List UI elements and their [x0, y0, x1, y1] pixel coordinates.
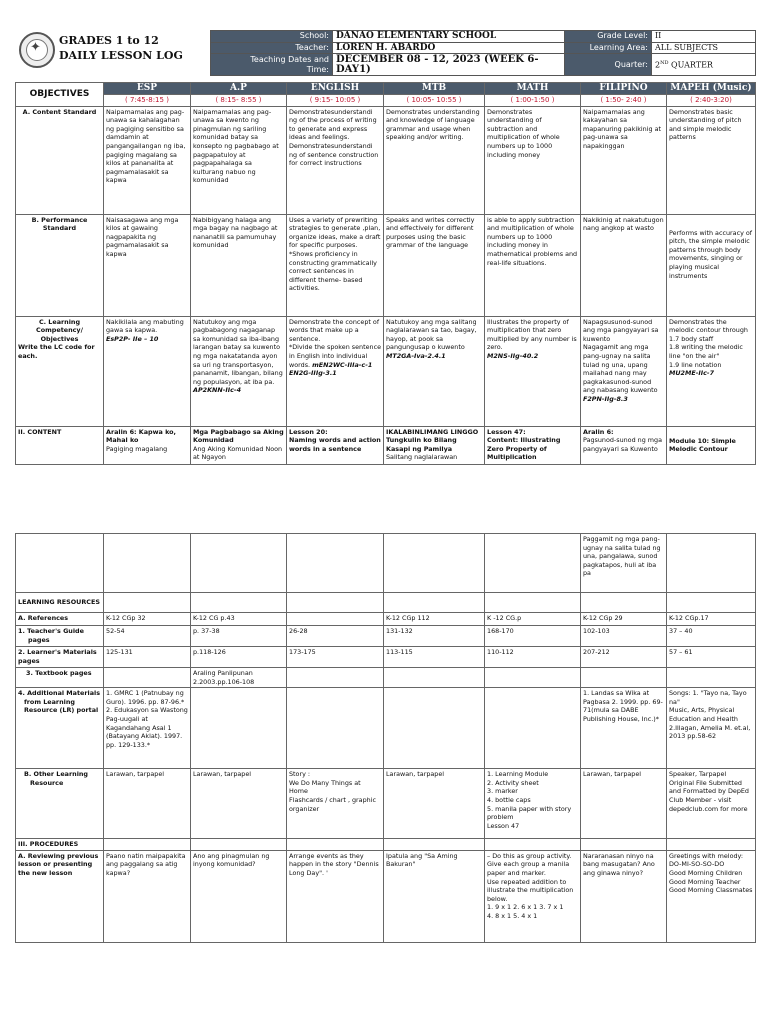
review-ap: Ano ang pinagmulan ng inyong komunidad?	[191, 850, 287, 942]
content-cont-math	[485, 534, 581, 593]
lm-ap: p.118-126	[191, 647, 287, 668]
time-mtb: ( 10:05- 10:55 )	[384, 95, 485, 107]
learning-competency-row	[16, 316, 756, 426]
subject-mtb: MTB	[384, 83, 485, 95]
header	[15, 30, 755, 76]
am-filipino: 1. Landas sa Wika at Pagbasa 2. 1999. pp. 69-71(mula sa DABE Publishing House, Inc.)*	[581, 688, 667, 769]
subject-mapeh: MAPEH (Music)	[667, 83, 756, 95]
ol-mapeh: Speaker, Tarpapel Original File Submitted and Formatted by DepEd Club Member - visit depedclub.com for more	[667, 769, 756, 839]
review-filipino: Nararanasan ninyo na bang masugatan? Ano ang ginawa ninyo?	[581, 850, 667, 942]
content-standard-mapeh: Demonstrates basic understanding of pitch and simple melodic patterns	[667, 106, 756, 214]
learning-resources-label: LEARNING RESOURCES	[16, 593, 104, 613]
tb-mapeh	[667, 668, 756, 688]
references-ap: K-12 CG p.43	[191, 613, 287, 626]
am-esp: 1. GMRC 1 (Patnubay ng Guro). 1996. pp. 87-96.* 2. Edukasyon sa Wastong Pag-uugali at Kagandahang Asal 1 (Batayang Aklat). 1997. pp. 129-133.*	[104, 688, 191, 769]
teaching-dates-label-line1: Teaching Dates and	[250, 54, 329, 64]
teaching-dates-label-line2: Time:	[306, 64, 329, 74]
content-mtb-topic: Salitang naglalarawan	[386, 453, 458, 462]
competency-ap-text: Natutukoy ang mga pagbabagong nagaganap sa komunidad sa iba-ibang larangan batay sa kuwento ng mga nakatatanda ayon sa uri ng transportasyon, pananamit, libangan, bilang ng populasyon, at iba pa.	[193, 317, 283, 386]
competency-english-text: Demonstrate the concept of words that make up a sentence. *Divide the spoken sentence in English into individual words.	[289, 317, 382, 369]
additional-materials-label-line2: from Learning	[24, 697, 75, 706]
procedures-label: III. PROCEDURES	[16, 839, 104, 851]
am-english	[287, 688, 384, 769]
references-filipino: K-12 CGp 29	[581, 613, 667, 626]
content-cont-esp	[104, 534, 191, 593]
competency-ap	[191, 316, 287, 426]
competency-filipino-code: F2PN-IIg-8.3	[583, 394, 628, 403]
time-english: ( 9:15- 10:05 )	[287, 95, 384, 107]
subject-english: ENGLISH	[287, 83, 384, 95]
title-grades: GRADES 1 to 12	[59, 34, 159, 47]
review-math: – Do this as group activity. Give each group a manila paper and marker. Use repeated addition to illustrate the multiplication below. 1. 9 x 1 2. 6 x 1 3. 7 x 1 4. 8 x 1 5. 4 x 1	[485, 850, 581, 942]
learning-competency-label	[16, 316, 104, 426]
performance-standard-mapeh: Performs with accuracy of pitch, the simple melodic patterns through body movements, singing or playing musical instruments	[667, 214, 756, 316]
learning-competency-label-line2: Competency/	[36, 326, 83, 335]
learning-area-value: ALL SUBJECTS	[652, 42, 756, 54]
content-mtb-title: IKALABINLIMANG LINGGO Tungkulin ko Bilang Kasapi ng Pamilya	[386, 427, 479, 453]
school-label: School:	[211, 31, 333, 43]
tb-math	[485, 668, 581, 688]
content-filipino	[581, 426, 667, 464]
ol-esp: Larawan, tarpapel	[104, 769, 191, 839]
teacher-value: LOREN H. ABARDO	[333, 42, 565, 54]
teachers-guide-label	[16, 626, 104, 647]
lm-esp: 125-131	[104, 647, 191, 668]
content-mtb	[384, 426, 485, 464]
performance-standard-english: Uses a variety of prewriting strategies to generate ,plan, organize ideas, make a draft for specific purposes. *Shows proficiency in constructing grammatically correct sentences in different theme- based activities.	[287, 214, 384, 316]
time-mapeh: ( 2:40-3:20)	[667, 95, 756, 107]
am-mtb	[384, 688, 485, 769]
competency-esp-text: Nakikilala ang mabuting gawa sa kapwa.	[106, 317, 184, 335]
performance-standard-mtb: Speaks and writes correctly and effectively for different purposes using the basic grammar of the language	[384, 214, 485, 316]
additional-materials-row	[16, 688, 756, 769]
learning-competency-label-line3: Objectives	[40, 334, 79, 343]
content-cont-mtb	[384, 534, 485, 593]
title-daily-lesson-log: DAILY LESSON LOG	[59, 49, 183, 62]
content-standard-ap: Naipamamalas ang pag-unawa sa kwento ng pinagmulan ng sariling komunidad batay sa konsepto ng pagbabago at pagpapatuloy at pagpapahalaga sa kulturang nabuo ng komunidad	[191, 106, 287, 214]
additional-materials-label-line3: Resource (LR) portal	[24, 706, 99, 715]
lm-english: 173-175	[287, 647, 384, 668]
other-learning-label-line2: Resource	[30, 778, 64, 787]
competency-math-text: Illustrates the property of multiplication that zero multiplied by any number is zero.	[487, 317, 577, 352]
tg-filipino: 102-103	[581, 626, 667, 647]
review-esp: Paano natin maipapakita ang paggalang sa atig kapwa?	[104, 850, 191, 942]
teachers-guide-label-line1: 1. Teacher's Guide	[18, 627, 84, 635]
tg-mtb: 131-132	[384, 626, 485, 647]
time-filipino: ( 1:50- 2:40 )	[581, 95, 667, 107]
references-label: A. References	[16, 613, 104, 626]
reviewing-lesson-label-line2: lesson or presenting	[18, 860, 93, 869]
tg-esp: 52-54	[104, 626, 191, 647]
objectives-header: OBJECTIVES	[16, 83, 104, 107]
tb-mtb	[384, 668, 485, 688]
content-esp-title: Aralin 6: Kapwa ko, Mahal ko	[106, 427, 176, 445]
review-mapeh: Greetings with melody: DO-MI-SO-SO-DO Good Morning Children Good Morning Teacher Good Morning Classmates	[667, 850, 756, 942]
competency-mtb	[384, 316, 485, 426]
quarter-suffix: ND	[660, 60, 669, 67]
additional-materials-label	[16, 688, 104, 769]
tb-esp	[104, 668, 191, 688]
tg-mapeh: 37 – 40	[667, 626, 756, 647]
reviewing-lesson-label-line1: A. Reviewing previous	[18, 851, 99, 860]
lesson-table-part1	[15, 82, 756, 465]
other-learning-label	[16, 769, 104, 839]
competency-math	[485, 316, 581, 426]
references-mtb: K-12 CGp 112	[384, 613, 485, 626]
content-standard-esp: Naipamamalas ang pag-unawa sa kahalagahan ng pagiging sensitibo sa damdamin at pangangailangan ng iba, pagiging magalang sa kilos at pananalita at pagmamalasakit sa kapwa	[104, 106, 191, 214]
tg-ap: p. 37-38	[191, 626, 287, 647]
learners-materials-label-line1: 2. Learner's Materials	[18, 648, 97, 656]
tb-ap: Araling Panlipunan 2.2003.pp.106-108	[191, 668, 287, 688]
subject-ap: A.P	[191, 83, 287, 95]
performance-standard-label-line1: B. Performance	[31, 215, 88, 224]
competency-mapeh	[667, 316, 756, 426]
am-math	[485, 688, 581, 769]
other-learning-label-line1: B. Other Learning	[24, 770, 89, 779]
competency-english	[287, 316, 384, 426]
competency-esp	[104, 316, 191, 426]
reviewing-lesson-label-line3: the new lesson	[18, 868, 73, 877]
content-cont-filipino: Paggamit ng mga pang-ugnay na salita tulad ng una, pangalawa, sunod pagkatapos, huli at iba pa	[581, 534, 667, 593]
time-ap: ( 8:15- 8:55 )	[191, 95, 287, 107]
performance-standard-row	[16, 214, 756, 316]
tb-filipino	[581, 668, 667, 688]
textbook-pages-row	[16, 668, 756, 688]
teaching-dates-label	[211, 54, 333, 76]
competency-mapeh-code: MU2ME-IIc-7	[669, 369, 715, 378]
ol-ap: Larawan, tarpapel	[191, 769, 287, 839]
grade-level-label: Grade Level:	[565, 31, 652, 43]
learners-materials-row	[16, 647, 756, 668]
content-cont-english	[287, 534, 384, 593]
textbook-pages-label: 3. Textbook pages	[16, 668, 104, 688]
references-row	[16, 613, 756, 626]
content-ap-topic: Ang Aking Komunidad Noon at Ngayon	[193, 444, 283, 462]
content-math-title: Lesson 47: Content: Illustrating Zero Property of Multiplication	[487, 427, 561, 462]
content-continued-row	[16, 534, 756, 593]
content-ap	[191, 426, 287, 464]
content-esp	[104, 426, 191, 464]
content-filipino-topic: Pagsunod-sunod ng mga pangyayari sa Kuwento	[583, 436, 663, 453]
lm-math: 110-112	[485, 647, 581, 668]
ol-mtb: Larawan, tarpapel	[384, 769, 485, 839]
learners-materials-label	[16, 647, 104, 668]
competency-mtb-text: Natutukoy ang mga salitang naglalarawan sa tao, bagay, hayop, at pook sa pangungusap o kuwento	[386, 317, 477, 352]
content-cont-mapeh	[667, 534, 756, 593]
performance-standard-filipino: Nakikinig at nakatutugon nang angkop at wasto	[581, 214, 667, 316]
performance-standard-label	[16, 214, 104, 316]
content-ap-title: Mga Pagbabago sa Aking Komunidad	[193, 427, 284, 445]
performance-standard-ap: Nabibigyang halaga ang mga bagay na nagbago at nananatili sa pamumuhay komunidad	[191, 214, 287, 316]
quarter-number: 2	[655, 60, 661, 70]
learners-materials-label-line2: pages	[18, 656, 40, 665]
am-mapeh: Songs: 1. "Tayo na, Tayo na" Music, Arts, Physical Education and Health 2.Illagan, Amelia M. et.al, 2013 pp.58-62	[667, 688, 756, 769]
content-english	[287, 426, 384, 464]
teachers-guide-row	[16, 626, 756, 647]
lm-filipino: 207-212	[581, 647, 667, 668]
content-row	[16, 426, 756, 464]
am-ap	[191, 688, 287, 769]
content-cont-label	[16, 534, 104, 593]
competency-math-code: M2NS-IIg-40.2	[487, 351, 539, 360]
procedures-row	[16, 839, 756, 851]
tg-math: 168-170	[485, 626, 581, 647]
content-standard-english: Demonstratesunderstandi ng of the process of writing to generate and express ideas and feelings. Demonstratesunderstandi ng of sentence construction for correct instructions	[287, 106, 384, 214]
learning-competency-label-line4: Write the LC code for each.	[18, 343, 95, 360]
content-standard-filipino: Naipamamalas ang kakayahan sa mapanuring pakikinig at pag-unawa sa napakinggan	[581, 106, 667, 214]
competency-filipino-text: Napagsusunod-sunod ang mga pangyayari sa kuwento Nagagamit ang mga pang-ugnay na salita tulad ng una, upang mailahad nang may pagkakasunod-sunod ang nabasang kuwento	[583, 317, 659, 395]
content-mapeh	[667, 426, 756, 464]
competency-filipino	[581, 316, 667, 426]
content-math	[485, 426, 581, 464]
reviewing-lesson-row	[16, 850, 756, 942]
quarter-label: Quarter:	[565, 54, 652, 76]
subject-esp: ESP	[104, 83, 191, 95]
learning-area-label: Learning Area:	[565, 42, 652, 54]
references-math: K -12 CG.p	[485, 613, 581, 626]
review-mtb: Ipatula ang "Sa Aming Bakuran"	[384, 850, 485, 942]
reviewing-lesson-label	[16, 850, 104, 942]
quarter-word: QUARTER	[671, 60, 713, 70]
competency-mtb-code: MT2GA-Iva-2.4.1	[386, 351, 446, 360]
grade-level-value: II	[652, 31, 756, 43]
references-mapeh: K-12 CGp.17	[667, 613, 756, 626]
performance-standard-math: is able to apply subtraction and multiplication of whole numbers up to 1000 including money in mathematical problems and real-life situations.	[485, 214, 581, 316]
teaching-dates-value: DECEMBER 08 - 12, 2023 (WEEK 6-DAY1)	[333, 54, 565, 76]
references-esp: K-12 CGp 32	[104, 613, 191, 626]
content-label: II. CONTENT	[16, 426, 104, 464]
content-english-title: Lesson 20: Naming words and action words in a sentence	[289, 427, 381, 453]
ol-english: Story : We Do Many Things at Home Flashcards / chart , graphic organizer	[287, 769, 384, 839]
other-learning-row	[16, 769, 756, 839]
quarter-value	[652, 54, 756, 76]
competency-esp-code: EsP2P- IIe – 10	[106, 334, 159, 343]
content-standard-row	[16, 106, 756, 214]
content-standard-label: A. Content Standard	[16, 106, 104, 214]
learning-competency-label-line1: C. Learning	[38, 317, 81, 326]
performance-standard-label-line2: Standard	[42, 224, 77, 233]
ol-filipino: Larawan, tarpapel	[581, 769, 667, 839]
lesson-table-part2	[15, 533, 756, 943]
teachers-guide-label-line2: pages	[28, 635, 50, 644]
subject-filipino: FILIPINO	[581, 83, 667, 95]
header-info-table	[210, 30, 756, 76]
competency-ap-code: AP2KNN-IIc-4	[193, 386, 242, 395]
content-standard-mtb: Demonstrates understanding and knowledge of language grammar and usage when speaking and/or writing.	[384, 106, 485, 214]
tb-english	[287, 668, 384, 688]
competency-english-code: mEN2WC-IIIa-c-1 EN2G-IIIg-3.1	[289, 360, 373, 378]
time-math: ( 1:00-1:50 )	[485, 95, 581, 107]
content-esp-topic: Pagiging magalang	[106, 444, 168, 453]
lm-mapeh: 57 – 61	[667, 647, 756, 668]
deped-seal-icon: ✦	[19, 32, 55, 68]
competency-mapeh-text: Demonstrates the melodic contour through 1.7 body staff 1.8 writing the melodic line "on the air" 1.9 line notation	[669, 317, 748, 369]
performance-standard-esp: Naisasagawa ang mga kilos at gawaing nagpapakita ng pagmamalasakit sa kapwa	[104, 214, 191, 316]
school-value: DANAO ELEMENTARY SCHOOL	[333, 31, 565, 43]
tg-english: 26-28	[287, 626, 384, 647]
teacher-label: Teacher:	[211, 42, 333, 54]
content-standard-math: Demonstrates understanding of subtraction and multiplication of whole numbers up to 1000 including money	[485, 106, 581, 214]
subject-math: MATH	[485, 83, 581, 95]
content-cont-ap	[191, 534, 287, 593]
references-english	[287, 613, 384, 626]
lm-mtb: 113-115	[384, 647, 485, 668]
learning-resources-row	[16, 593, 756, 613]
additional-materials-label-line1: 4. Additional Materials	[18, 689, 101, 698]
ol-math: 1. Learning Module 2. Activity sheet 3. marker 4. bottle caps 5. manila paper with story problem Lesson 47	[485, 769, 581, 839]
content-mapeh-title: Module 10: Simple Melodic Contour	[669, 436, 736, 454]
review-english: Arrange events as they happen in the story "Dennis Long Day". '	[287, 850, 384, 942]
content-filipino-title: Aralin 6:	[583, 427, 614, 436]
time-esp: ( 7:45-8:15 )	[104, 95, 191, 107]
